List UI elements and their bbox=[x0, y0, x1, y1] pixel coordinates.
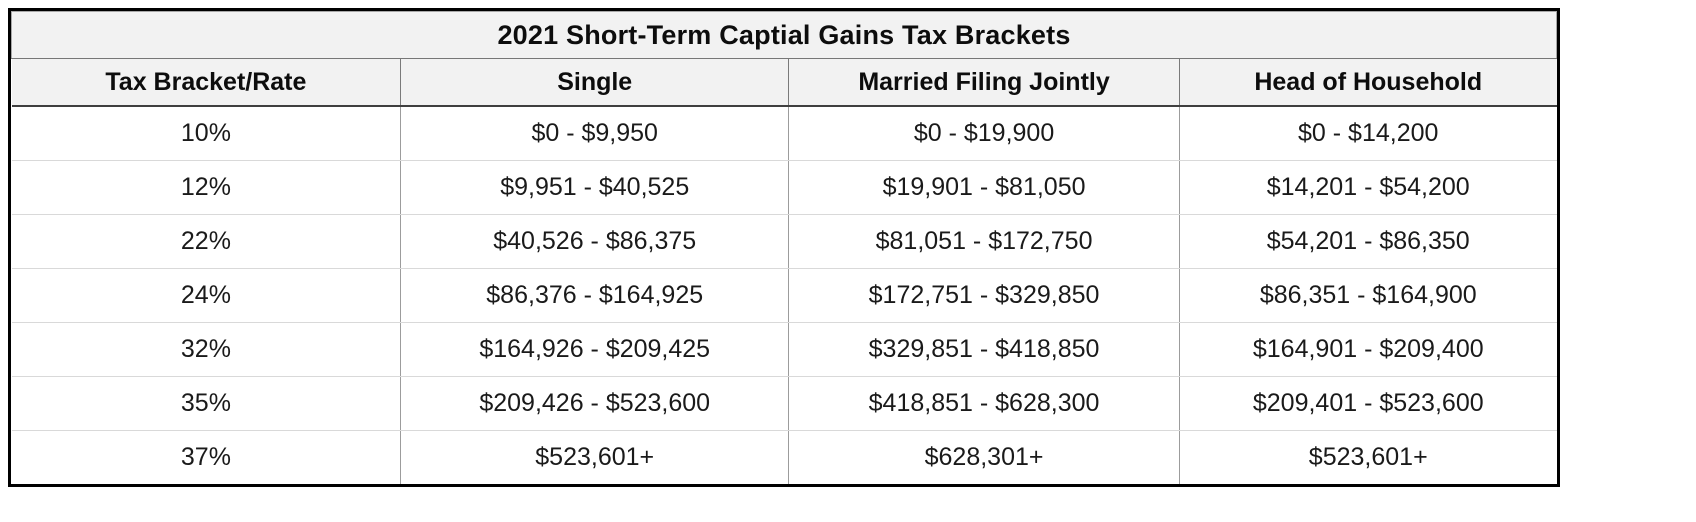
table-row bbox=[12, 269, 1557, 323]
cell-married-filing-jointly: $81,051 - $172,750 bbox=[789, 215, 1180, 269]
table-column-header-row bbox=[12, 59, 1557, 107]
table-row bbox=[12, 323, 1557, 377]
table-row bbox=[12, 431, 1557, 485]
tax-brackets-table-container bbox=[8, 8, 1560, 487]
cell-rate: 37% bbox=[12, 431, 401, 485]
column-header-head-of-household: Head of Household bbox=[1179, 59, 1556, 107]
cell-married-filing-jointly: $628,301+ bbox=[789, 431, 1180, 485]
cell-rate: 35% bbox=[12, 377, 401, 431]
cell-single: $40,526 - $86,375 bbox=[401, 215, 789, 269]
cell-head-of-household: $54,201 - $86,350 bbox=[1179, 215, 1556, 269]
cell-head-of-household: $523,601+ bbox=[1179, 431, 1556, 485]
cell-rate: 32% bbox=[12, 323, 401, 377]
cell-rate: 24% bbox=[12, 269, 401, 323]
column-header-tax-bracket-rate: Tax Bracket/Rate bbox=[12, 59, 401, 107]
cell-rate: 12% bbox=[12, 161, 401, 215]
table-body bbox=[12, 106, 1557, 484]
column-header-married-filing-jointly: Married Filing Jointly bbox=[789, 59, 1180, 107]
cell-single: $9,951 - $40,525 bbox=[401, 161, 789, 215]
cell-single: $523,601+ bbox=[401, 431, 789, 485]
cell-single: $0 - $9,950 bbox=[401, 106, 789, 161]
table-title: 2021 Short-Term Captial Gains Tax Brackets bbox=[12, 12, 1557, 59]
cell-head-of-household: $209,401 - $523,600 bbox=[1179, 377, 1556, 431]
column-header-single: Single bbox=[401, 59, 789, 107]
cell-head-of-household: $86,351 - $164,900 bbox=[1179, 269, 1556, 323]
cell-head-of-household: $14,201 - $54,200 bbox=[1179, 161, 1556, 215]
table-row bbox=[12, 106, 1557, 161]
cell-single: $164,926 - $209,425 bbox=[401, 323, 789, 377]
cell-head-of-household: $164,901 - $209,400 bbox=[1179, 323, 1556, 377]
table-row bbox=[12, 215, 1557, 269]
cell-married-filing-jointly: $329,851 - $418,850 bbox=[789, 323, 1180, 377]
table-row bbox=[12, 161, 1557, 215]
table-row bbox=[12, 377, 1557, 431]
table-header bbox=[12, 12, 1557, 107]
tax-brackets-table bbox=[11, 11, 1557, 484]
cell-married-filing-jointly: $418,851 - $628,300 bbox=[789, 377, 1180, 431]
cell-head-of-household: $0 - $14,200 bbox=[1179, 106, 1556, 161]
cell-married-filing-jointly: $172,751 - $329,850 bbox=[789, 269, 1180, 323]
cell-single: $209,426 - $523,600 bbox=[401, 377, 789, 431]
cell-rate: 10% bbox=[12, 106, 401, 161]
cell-rate: 22% bbox=[12, 215, 401, 269]
table-title-row bbox=[12, 12, 1557, 59]
cell-married-filing-jointly: $19,901 - $81,050 bbox=[789, 161, 1180, 215]
cell-single: $86,376 - $164,925 bbox=[401, 269, 789, 323]
cell-married-filing-jointly: $0 - $19,900 bbox=[789, 106, 1180, 161]
